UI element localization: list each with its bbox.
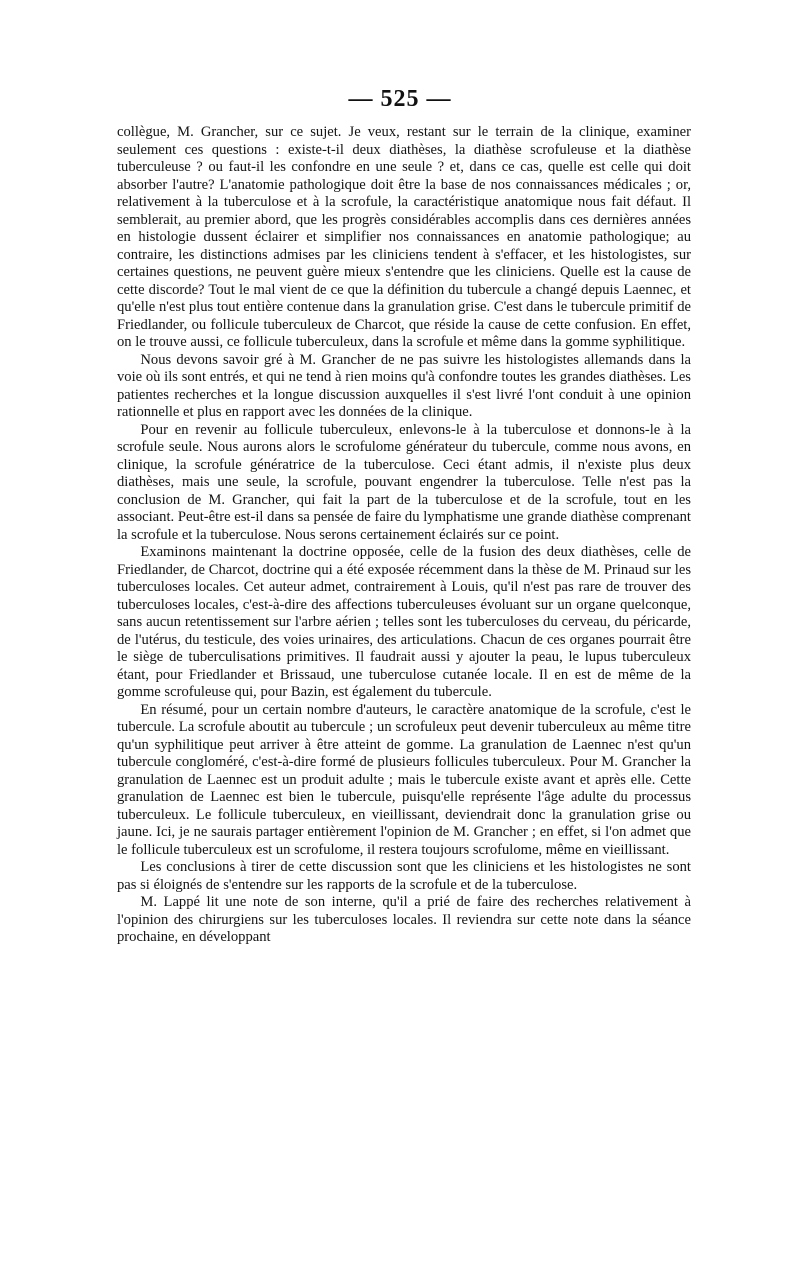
paragraph: M. Lappé lit une note de son interne, qu'il a prié de faire des recherches relativement à l'opinion des chirurgiens sur les tuberculoses locales. Il reviendra sur cette note dans la séance prochaine, en développant	[117, 894, 691, 945]
paragraph: Pour en revenir au follicule tuberculeux, enlevons-le à la tuberculose et donnons-le à la scrofule seule. Nous aurons alors le scrofulome générateur du tubercule, comme nous avons, en clinique, la scrofule génératrice de la tuberculose. Ceci étant admis, il n'existe plus deux diathèses, mais une seule, la scrofule, pouvant engendrer la tuberculose. Telle n'est pas la conclusion de M. Grancher, qui fait la part de la tuberculose et de la scrofule, tout en les associant. Peut-être est-il dans sa pensée de faire du lymphatisme une grande diathèse comprenant la scrofule et la tuberculose. Nous serons certainement éclairés sur ce point.	[117, 421, 691, 543]
page-body	[117, 124, 691, 947]
paragraph: En résumé, pour un certain nombre d'auteurs, le caractère anatomique de la scrofule, c'est le tubercule. La scrofule aboutit au tubercule ; un scrofuleux peut devenir tuberculeux au même titre qu'un syphilitique peut arriver à être atteint de gomme. La granulation de Laennec n'est qu'un tubercule congloméré, c'est-à-dire formé de plusieurs follicules tuberculeux. Pour M. Grancher la granulation de Laennec est un produit adulte ; mais le tubercule existe avant et après elle. Cette granulation de Laennec est bien le tubercule, puisqu'elle représente l'âge adulte du processus tuberculeux. Le follicule tuberculeux, en vieillissant, deviendrait donc la granulation grise ou jaune. Ici, je ne saurais partager entièrement l'opinion de M. Grancher ; en effet, si l'on admet que le follicule tuberculeux est un scrofulome, il restera toujours scrofulome, même en vieillissant.	[117, 701, 691, 858]
paragraph: collègue, M. Grancher, sur ce sujet. Je veux, restant sur le terrain de la clinique, examiner seulement ces questions : existe-t-il deux diathèses, la diathèse scrofuleuse et la diathèse tuberculeuse ? ou faut-il les confondre en une seule ? et, dans ce cas, quelle est celle qui doit absorber l'autre? L'anatomie pathologique doit être la base de nos connaissances médicales ; or, relativement à la tuberculose et à la scrofule, la caractéristique anatomique nous fait défaut. Il semblerait, au premier abord, que les progrès considérables accomplis dans ces dernières années en histologie dussent éclairer et simplifier nos connaissances en anatomie pathologique; au contraire, les distinctions admises par les cliniciens tendent à s'effacer, et les histologistes, sur certaines questions, ne peuvent guère mieux s'entendre que les cliniciens. Quelle est la cause de cette discorde? Tout le mal vient de ce que la définition du tubercule a changé depuis Laennec, et qu'elle n'est plus tout entière contenue dans la granulation grise. C'est dans le tubercule primitif de Friedlander, ou follicule tuberculeux de Charcot, que réside la cause de cette confusion. En effet, on le trouve aussi, ce follicule tuberculeux, dans la scrofule et même dans la gomme syphilitique.	[117, 124, 691, 350]
paragraph: Examinons maintenant la doctrine opposée, celle de la fusion des deux diathèses, celle de Friedlander, de Charcot, doctrine qui a été exposée récemment dans la thèse de M. Prinaud sur les tuberculoses locales. Cet auteur admet, contrairement à Louis, qu'il n'est pas rare de trouver des tuberculoses locales, c'est-à-dire des affections tuberculeuses évoluant sur un organe quelconque, sans aucun retentissement sur l'arbre aérien ; telles sont les tuberculoses du cerveau, du péricarde, de l'utérus, du testicule, des voies urinaires, des articulations. Chacun de ces organes pourrait être le siège de tuberculisations primitives. Il faudrait aussi y ajouter la peau, le lupus tuberculeux étant, pour Friedlander et Brissaud, une tuberculose cutanée locale. Il en est de même de la gomme scrofuleuse qui, pour Bazin, est également du tubercule.	[117, 544, 691, 700]
page-number: — 525 —	[348, 86, 452, 112]
paragraph: Nous devons savoir gré à M. Grancher de ne pas suivre les histologistes allemands dans la voie où ils sont entrés, et qui ne tend à rien moins qu'à confondre toutes les grandes diathèses. Les patientes recherches et la longue discussion auxquelles il s'est livré l'ont conduit à une opinion rationnelle et plus en rapport avec les données de la clinique.	[117, 351, 691, 420]
paragraph: Les conclusions à tirer de cette discussion sont que les cliniciens et les histologistes ne sont pas si éloignés de s'entendre sur les rapports de la scrofule et de la tuberculose.	[117, 859, 691, 893]
